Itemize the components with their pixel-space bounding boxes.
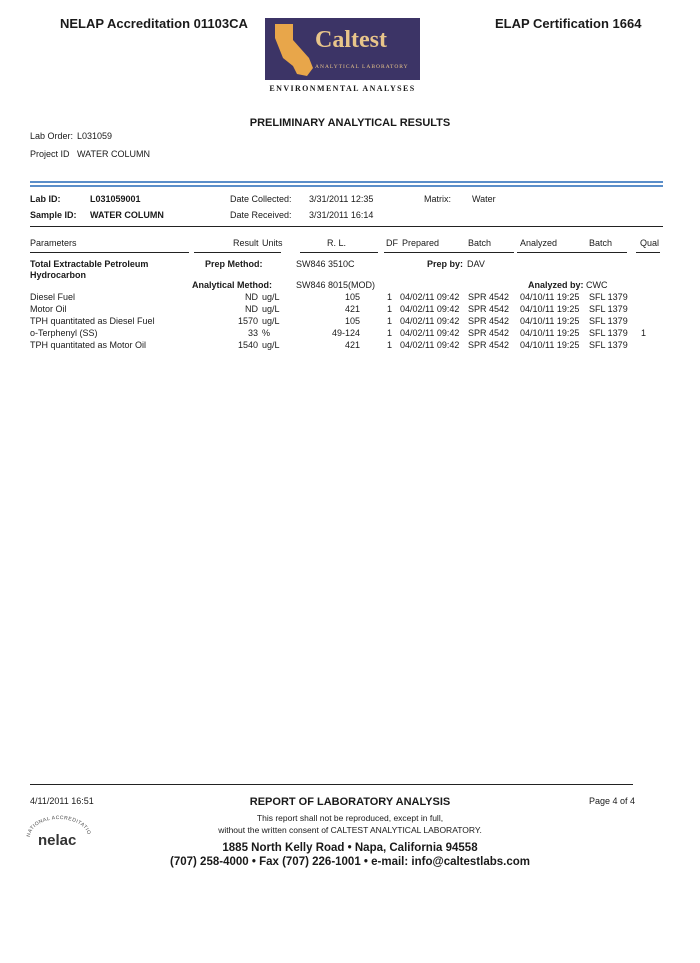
logo-subtitle: ANALYTICAL LABORATORY: [315, 64, 409, 70]
col-df: DF: [386, 238, 398, 248]
cell-df: 1: [386, 328, 392, 338]
prep-method-value: SW846 3510C: [296, 259, 355, 269]
divider: [194, 252, 281, 253]
divider: [384, 252, 514, 253]
cell-rl: 105: [344, 292, 360, 302]
lab-id-label: Lab ID:: [30, 194, 61, 204]
col-batch: Batch: [468, 238, 492, 248]
tagline: ENVIRONMENTAL ANALYSES: [269, 84, 416, 93]
divider: [300, 252, 378, 253]
project-id-value: WATER COLUMN: [77, 149, 150, 159]
logo-name: Caltest: [315, 27, 387, 53]
cell-df: 1: [386, 340, 392, 350]
section-title: Total Extractable Petroleum: [30, 259, 149, 269]
divider: [636, 252, 660, 253]
section-title-line-2: Hydrocarbon: [30, 270, 87, 280]
lab-id-value: L031059001: [90, 194, 141, 204]
cell-result: ND: [245, 304, 258, 314]
cell-rl: 105: [344, 316, 360, 326]
notice-line-1: This report shall not be reproduced, except in full,: [256, 813, 444, 823]
prep-method-label: Prep Method:: [205, 259, 263, 269]
cell-batch-2: SFL 1379: [589, 340, 628, 350]
date-collected-value: 3/31/2011 12:35: [309, 194, 374, 204]
page-title: PRELIMINARY ANALYTICAL RESULTS: [249, 117, 451, 129]
cell-df: 1: [386, 292, 392, 302]
cell-analyzed: 04/10/11 19:25: [520, 304, 580, 314]
california-map-icon: [269, 22, 317, 78]
cell-parameter: o-Terphenyl (SS): [30, 328, 98, 338]
prep-by-value: DAV: [467, 259, 485, 269]
cell-batch: SPR 4542: [468, 340, 510, 350]
cell-result: 1570: [237, 316, 258, 326]
cell-result: 33: [247, 328, 258, 338]
report-title: REPORT OF LABORATORY ANALYSIS: [249, 796, 451, 808]
cell-batch-2: SFL 1379: [589, 304, 628, 314]
analytical-method-label: Analytical Method:: [192, 280, 273, 290]
svg-text:nelac: nelac: [38, 832, 77, 849]
contact-info: (707) 258-4000 • Fax (707) 226-1001 • e-mail: info@caltestlabs.com: [170, 856, 530, 868]
lab-order-value: L031059: [77, 131, 113, 141]
cell-analyzed: 04/10/11 19:25: [520, 340, 580, 350]
cell-batch-2: SFL 1379: [589, 292, 628, 302]
cell-analyzed: 04/10/11 19:25: [520, 328, 580, 338]
project-id-label: Project ID: [30, 149, 70, 159]
nelap-accreditation: NELAP Accreditation 01103CA: [60, 16, 248, 31]
cell-prepared: 04/02/11 09:42: [400, 316, 460, 326]
cell-result: 1540: [237, 340, 258, 350]
address: 1885 North Kelly Road • Napa, California 94558: [222, 842, 478, 854]
cell-units: ug/L: [262, 340, 280, 350]
cell-rl: 421: [344, 340, 360, 350]
date-received-label: Date Received:: [230, 210, 292, 220]
cell-analyzed: 04/10/11 19:25: [520, 316, 580, 326]
prep-by-label: Prep by:: [427, 259, 464, 269]
cell-batch-2: SFL 1379: [589, 316, 628, 326]
matrix-label: Matrix:: [424, 194, 451, 204]
col-prepared: Prepared: [402, 238, 440, 248]
cell-prepared: 04/02/11 09:42: [400, 328, 460, 338]
cell-units: ug/L: [262, 292, 280, 302]
date-collected-label: Date Collected:: [230, 194, 292, 204]
footer-divider: [30, 784, 633, 785]
cell-parameter: Motor Oil: [30, 304, 67, 314]
lab-order-label: Lab Order:: [30, 131, 74, 141]
cell-rl: 421: [344, 304, 360, 314]
divider: [517, 252, 627, 253]
analyzed-by-value: CWC: [586, 280, 608, 290]
cell-result: ND: [245, 292, 258, 302]
report-date: 4/11/2011 16:51: [30, 796, 94, 806]
elap-certification: ELAP Certification 1664: [495, 16, 642, 31]
cell-units: ug/L: [262, 316, 280, 326]
divider: [30, 185, 663, 187]
col-analyzed: Analyzed: [520, 238, 558, 248]
cell-batch: SPR 4542: [468, 316, 510, 326]
cell-parameter: Diesel Fuel: [30, 292, 76, 302]
cell-prepared: 04/02/11 09:42: [400, 304, 460, 314]
cell-parameter: TPH quantitated as Diesel Fuel: [30, 316, 155, 326]
page-number: Page 4 of 4: [589, 796, 636, 806]
caltest-logo: [265, 18, 420, 80]
analytical-method-value: SW846 8015(MOD): [296, 280, 376, 290]
cell-units: %: [262, 328, 271, 338]
col-rl: R. L.: [327, 238, 347, 248]
divider: [30, 252, 189, 253]
cell-parameter: TPH quantitated as Motor Oil: [30, 340, 147, 350]
col-parameters: Parameters: [30, 238, 77, 248]
cell-batch: SPR 4542: [468, 304, 510, 314]
col-result: Result: [233, 238, 259, 248]
cell-rl: 49-124: [331, 328, 360, 338]
cell-prepared: 04/02/11 09:42: [400, 340, 460, 350]
col-qual: Qual: [640, 238, 660, 248]
matrix-value: Water: [472, 194, 496, 204]
sample-id-value: WATER COLUMN: [90, 210, 164, 220]
cell-qual: 1: [640, 328, 646, 338]
cell-batch: SPR 4542: [468, 328, 510, 338]
cell-batch: SPR 4542: [468, 292, 510, 302]
sample-id-label: Sample ID:: [30, 210, 77, 220]
col-units: Units: [262, 238, 283, 248]
analyzed-by-label: Analyzed by:: [528, 280, 584, 290]
divider: [30, 226, 663, 227]
svg-text:NATIONAL ACCREDITATION: NATIONAL ACCREDITATIO: [25, 815, 92, 838]
col-batch-2: Batch: [589, 238, 613, 248]
date-received-value: 3/31/2011 16:14: [309, 210, 374, 220]
cell-df: 1: [386, 316, 392, 326]
cell-batch-2: SFL 1379: [589, 328, 628, 338]
divider: [30, 181, 663, 183]
cell-prepared: 04/02/11 09:42: [400, 292, 460, 302]
cell-df: 1: [386, 304, 392, 314]
cell-analyzed: 04/10/11 19:25: [520, 292, 580, 302]
notice-line-2: without the written consent of CALTEST ANALYTICAL LABORATORY.: [218, 825, 482, 835]
cell-units: ug/L: [262, 304, 280, 314]
